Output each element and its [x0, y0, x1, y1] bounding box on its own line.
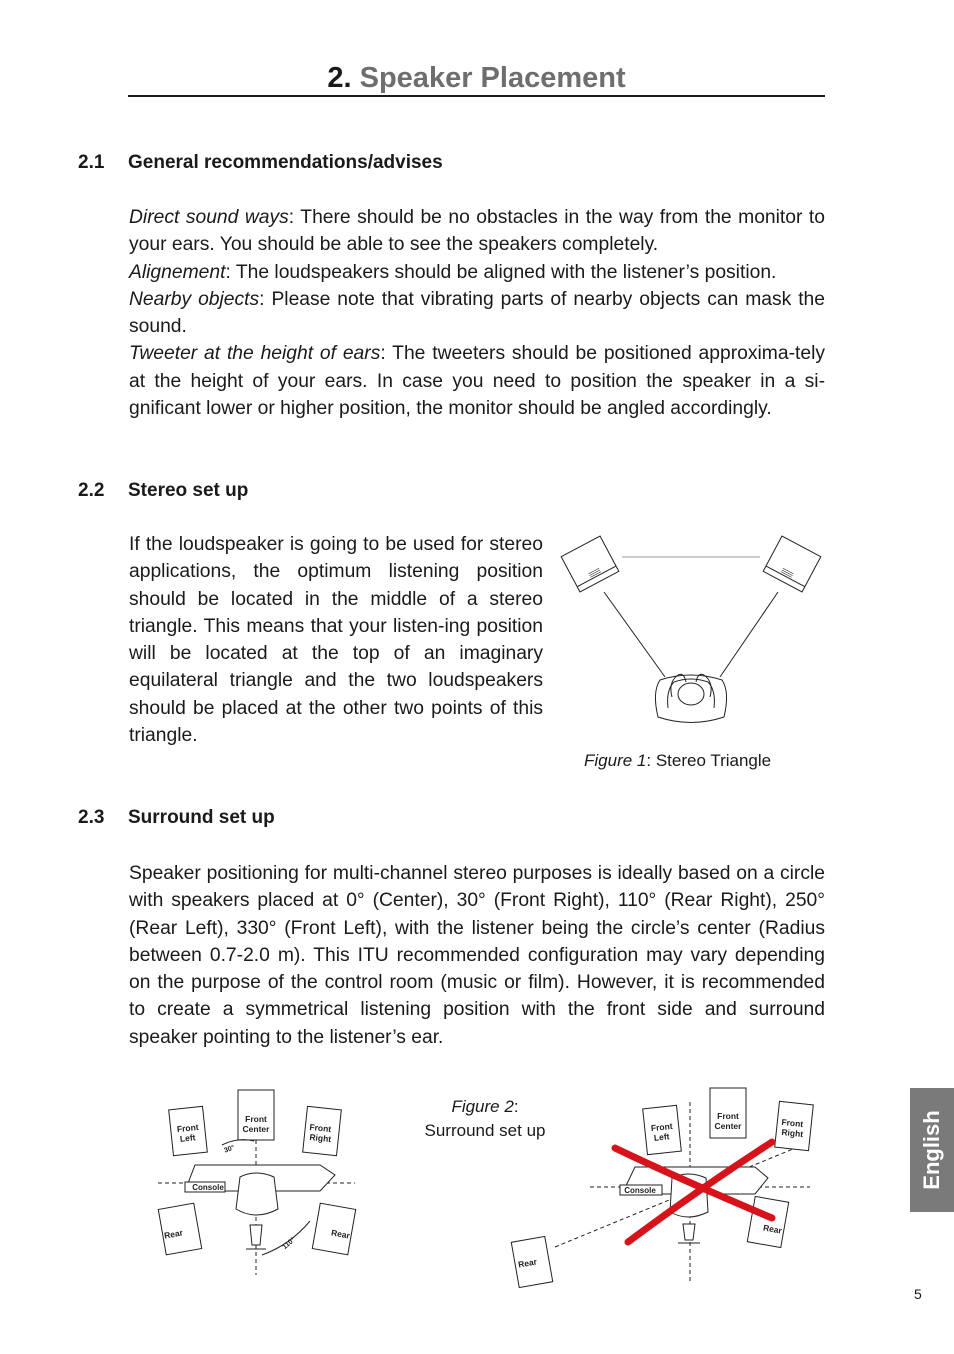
chapter-number: 2.: [327, 62, 352, 94]
svg-text:Rear: Rear: [163, 1227, 184, 1241]
svg-text:Console: Console: [624, 1186, 656, 1195]
advice-nearby-objects: Nearby objects: Please note that vibrating parts of nearby objects can mask the sound.: [129, 288, 825, 338]
figure-2-caption: Figure 2: Surround set up: [424, 1097, 546, 1140]
svg-text:Front: Front: [245, 1114, 267, 1124]
section-2-1-body: [129, 204, 825, 422]
svg-text:30°: 30°: [223, 1144, 236, 1155]
svg-text:Rear: Rear: [517, 1256, 538, 1270]
language-tab: [910, 1088, 954, 1212]
svg-text:Left: Left: [653, 1131, 670, 1143]
svg-text:Center: Center: [242, 1124, 270, 1134]
svg-text:Center: Center: [714, 1121, 742, 1131]
section-heading-2-2: 2.2 Stereo set up: [78, 480, 249, 501]
chapter-title: Speaker Placement: [359, 62, 626, 94]
svg-text:Front: Front: [176, 1121, 200, 1135]
advice-tweeter-height: Tweeter at the height of ears: The tweeters should be positioned approxima-tely at the height of your ears. In case you need to position the speaker in a si-gnificant lower or higher position, the monitor should be angled accordingly.: [129, 343, 825, 420]
page-title: [128, 60, 825, 96]
svg-text:Front: Front: [780, 1116, 804, 1130]
svg-text:Front: Front: [717, 1111, 739, 1121]
svg-text:Left: Left: [179, 1132, 196, 1144]
advice-direct-sound: Direct sound ways: There should be no obstacles in the way from the monitor to your ears. You should be able to see the speakers completely.: [129, 207, 826, 256]
svg-text:Front: Front: [308, 1121, 332, 1135]
svg-text:Right: Right: [308, 1131, 332, 1145]
figure-1-caption: Figure 1: Stereo Triangle: [584, 751, 772, 770]
page-number: 5: [914, 1286, 922, 1302]
stereo-triangle-diagram: [560, 532, 822, 732]
surround-setup-incorrect-diagram: [510, 1082, 830, 1292]
section-heading-2-3: 2.3 Surround set up: [78, 807, 275, 828]
svg-text:Console: Console: [192, 1183, 224, 1192]
surround-setup-correct-diagram: [150, 1085, 370, 1280]
section-2-2-body: If the loudspeaker is going to be used for stereo applications, the optimum listening position should be located in the middle of a stereo triangle. This means that your listen-ing position will be located at the top of an imaginary equilateral triangle and the two loudspeakers should be placed at the other two points of this triangle.: [129, 534, 543, 747]
language-tab-label: English: [919, 1110, 944, 1190]
title-divider: [128, 95, 825, 97]
section-heading-2-1: 2.1 General recommendations/advises: [78, 152, 443, 173]
svg-text:Right: Right: [780, 1126, 804, 1140]
svg-text:Rear: Rear: [762, 1222, 783, 1236]
svg-text:110°: 110°: [281, 1236, 297, 1252]
section-2-3-body: Speaker positioning for multi-channel stereo purposes is ideally based on a circle with speakers placed at 0° (Center), 30° (Front Right), 110° (Rear Right), 250° (Rear Left), 330° (Front Left), with the listener being the circle’s center (Radius between 0.7-2.0 m). This ITU recommended configuration may vary depending on the purpose of the control room (music or film). However, it is recommended to create a symmetrical listening position with the front side and surround speaker pointing to the listener’s ear.: [129, 863, 825, 1048]
svg-text:Rear: Rear: [330, 1227, 351, 1241]
svg-text:Front: Front: [650, 1120, 674, 1134]
advice-alignement: Alignement: The loudspeakers should be aligned with the listener’s position.: [129, 261, 777, 283]
